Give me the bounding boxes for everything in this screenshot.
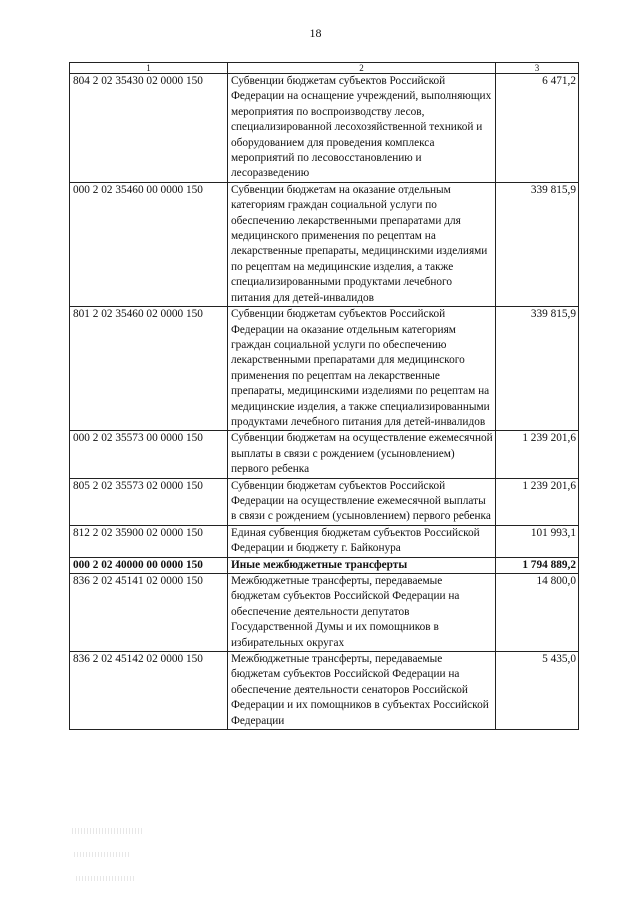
row-description: Межбюджетные трансферты, передаваемые бюджетам субъектов Российской Федерации на обеспечение деятельности депутатов Государственной Думы и их помощников в избирательных округах: [228, 574, 496, 652]
row-description: Иные межбюджетные трансферты: [228, 557, 496, 573]
table-row: [70, 307, 579, 431]
budget-code: 812 2 02 35900 02 0000 150: [70, 525, 228, 557]
page-number: 18: [309, 26, 322, 40]
column-header-description: 2: [228, 63, 496, 74]
table-row: [70, 525, 579, 557]
row-description: Субвенции бюджетам субъектов Российской Федерации на оказание отдельным категориям граждан социальной услуги по обеспечению лекарственными препаратами для медицинского применения по рецептам на лекарственные препараты, медицинскими изделиями по рецептам на медицинские изделия, а также специализированными продуктами лечебного питания для детей-инвалидов: [228, 307, 496, 431]
table-row: [70, 74, 579, 183]
scan-artifact: [74, 852, 129, 857]
row-description: Субвенции бюджетам на осуществление ежемесячной выплаты в связи с рождением (усыновлением) первого ребенка: [228, 431, 496, 478]
budget-code: 000 2 02 35573 00 0000 150: [70, 431, 228, 478]
table-row: [70, 431, 579, 478]
table-row: [70, 182, 579, 306]
row-amount: 1 239 201,6: [496, 478, 579, 525]
column-header-code: 1: [70, 63, 228, 74]
row-amount: 1 239 201,6: [496, 431, 579, 478]
row-amount: 101 993,1: [496, 525, 579, 557]
budget-code: 836 2 02 45142 02 0000 150: [70, 652, 228, 730]
row-amount: 14 800,0: [496, 574, 579, 652]
row-amount: 339 815,9: [496, 182, 579, 306]
row-description: Субвенции бюджетам на оказание отдельным категориям граждан социальной услуги по обеспечению лекарственными препаратами для медицинского применения по рецептам на лекарственные препараты, медицинскими изделиями по рецептам на медицинские изделия, а также специализированными продуктами лечебного питания для детей-инвалидов: [228, 182, 496, 306]
budget-code: 801 2 02 35460 02 0000 150: [70, 307, 228, 431]
row-amount: 339 815,9: [496, 307, 579, 431]
row-description: Субвенции бюджетам субъектов Российской Федерации на оснащение учреждений, выполняющих мероприятия по воспроизводству лесов, специализированной лесохозяйственной техникой и оборудованием для проведения комплекса мероприятий по лесовосстановлению и лесоразведению: [228, 74, 496, 183]
scan-artifact: [72, 828, 142, 834]
budget-code: 804 2 02 35430 02 0000 150: [70, 74, 228, 183]
budget-code: 000 2 02 35460 00 0000 150: [70, 182, 228, 306]
table-row: [70, 574, 579, 652]
scan-artifact: [76, 876, 136, 881]
budget-code: 805 2 02 35573 02 0000 150: [70, 478, 228, 525]
row-description: Межбюджетные трансферты, передаваемые бюджетам субъектов Российской Федерации на обеспечение деятельности сенаторов Российской Федерации и их помощников в субъектах Российской Федерации: [228, 652, 496, 730]
table-header-row: [70, 63, 579, 74]
row-description: Единая субвенция бюджетам субъектов Российской Федерации и бюджету г. Байконура: [228, 525, 496, 557]
budget-code: 836 2 02 45141 02 0000 150: [70, 574, 228, 652]
row-amount: 6 471,2: [496, 74, 579, 183]
column-header-amount: 3: [496, 63, 579, 74]
table-row: [70, 652, 579, 730]
budget-code: 000 2 02 40000 00 0000 150: [70, 557, 228, 573]
row-amount: 5 435,0: [496, 652, 579, 730]
table-row: [70, 478, 579, 525]
row-amount: 1 794 889,2: [496, 557, 579, 573]
budget-revenue-table: [69, 62, 579, 730]
table-row-subtotal: [70, 557, 579, 573]
row-description: Субвенции бюджетам субъектов Российской Федерации на осуществление ежемесячной выплаты в связи с рождением (усыновлением) первого ребенка: [228, 478, 496, 525]
